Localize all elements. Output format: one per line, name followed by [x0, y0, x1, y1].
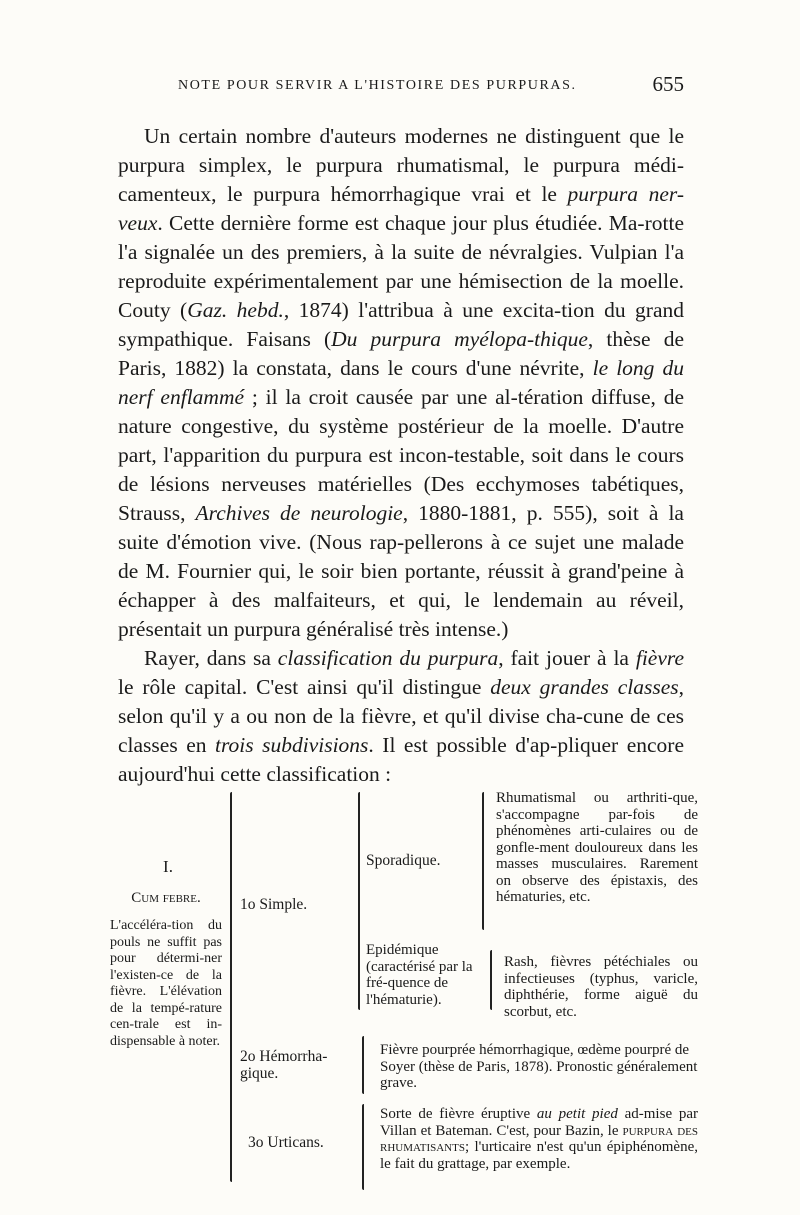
sporadic-brace — [482, 792, 484, 930]
class-note: L'accéléra-tion du pouls ne suffit pas pour détermi-ner l'existen-ce de la fièvre. L'élévation de la tempé-rature cen-trale est in-dispensable à noter. — [110, 918, 222, 1049]
p1-text-k: , 1880-1881, p. 555), soit à la suite d'émotion vive. (Nous rap-pellerons à ce sujet une malade de M. Fournier qui, le soir bien portante, réussit à grand'peine à échapper à des malfaiteurs, et qui, le lendemain au réveil, présentait un purpura généralisé très intense.) — [118, 501, 684, 641]
p2-text-g: , selon qu'il y a ou non de la fièvre, et qu'il divise cha-cune de ces classes en — [118, 675, 684, 757]
running-head — [118, 72, 684, 102]
body-text — [118, 122, 684, 789]
p2-italic-deux-classes: deux grandes classes — [490, 675, 679, 699]
sub1-brace — [358, 792, 360, 1010]
sub2-brace — [362, 1036, 364, 1094]
p2-text-a: Rayer, dans sa — [144, 646, 278, 670]
p2-italic-fievre: fièvre — [635, 646, 684, 670]
page-number: 655 — [652, 72, 684, 96]
sub3-description: Sorte de fièvre éruptive au petit pied ad-mise par Villan et Bateman. C'est, pour Bazin, le purpura des rhumatisants; l'urticaire n'est qu'un épiphénomène, le fait du grattage, par exemple. — [380, 1106, 698, 1172]
running-title: NOTE POUR SERVIR A L'HISTOIRE DES PURPURAS. — [178, 78, 577, 93]
sub3-label: 3o Urticans. — [248, 1134, 324, 1151]
paragraph-2 — [118, 644, 684, 789]
p1-italic-faisans-title: Du purpura myélopa-thique — [331, 327, 588, 351]
p1-italic-nerf: le long du nerf enflammé — [118, 356, 684, 409]
p1-italic-purpura-nerveux: purpura ner-veux — [118, 182, 684, 235]
p2-text-e: le rôle capital. C'est ainsi qu'il distingue — [118, 675, 491, 699]
sub2-description: Fièvre pourprée hémorrhagique, œdème pourpré de Soyer (thèse de Paris, 1878). Pronostic généralement grave. — [380, 1042, 698, 1091]
p2-text-c: , fait jouer à la — [498, 646, 636, 670]
p1-text-e: , 1874) l'attribua à une excita-tion du grand sympathique. Faisans ( — [118, 298, 684, 351]
p1-text-a: Un certain nombre d'auteurs modernes ne distinguent que le purpura simplex, le purpura rhumatismal, le purpura médi-camenteux, le purpura hémorrhagique vrai et le — [118, 124, 684, 206]
p1-italic-archives: Archives de neurologie — [195, 501, 403, 525]
sub3-brace — [362, 1104, 364, 1190]
class-brace — [230, 792, 232, 1182]
p2-text-i: . Il est possible d'ap-pliquer encore aujourd'hui cette classification : — [118, 733, 684, 786]
class-number: I. — [163, 857, 173, 876]
class-name: Cum febre. — [131, 890, 201, 906]
p2-italic-classification: classification du purpura — [277, 646, 499, 670]
sub1-sporadic: Sporadique. — [366, 852, 441, 869]
p1-italic-gaz-hebd: Gaz. hebd. — [187, 298, 284, 322]
p2-italic-trois-subdivisions: trois subdivisions — [214, 733, 369, 757]
p1-text-g: , thèse de Paris, 1882) la constata, dans le cours d'une névrite, — [118, 327, 684, 380]
sub2-label: 2o Hémorrha-gique. — [240, 1048, 328, 1082]
epidemic-description: Rash, fièvres pétéchiales ou infectieuses (typhus, varicle, diphthérie, forme aiguë du scorbut, etc. — [504, 954, 698, 1020]
paragraph-1 — [118, 122, 684, 644]
sub1-epidemic: Epidémique (caractérisé par la fré-quence de l'hématurie). — [366, 942, 473, 1008]
p1-text-i: ; il la croit causée par une al-tération diffuse, de nature congestive, du système postérieur de la moelle. D'autre part, l'apparition du purpura est incon-testable, soit dans le cours de lésions nerveuses matérielles (Des ecchymoses tabétiques, Strauss, — [118, 385, 684, 525]
classification-table — [100, 780, 700, 1200]
sub1-label: 1o Simple. — [240, 896, 308, 913]
epidemic-brace — [490, 950, 492, 1010]
sporadic-description: Rhumatismal ou arthriti-que, s'accompagne par-fois de phénomènes arti-culaires ou de gonfle-ment douloureux dans les masses musculaires. Rarement on observe des épistaxis, des hématuries, etc. — [496, 790, 698, 905]
p1-text-c: . Cette dernière forme est chaque jour plus étudiée. Ma-rotte l'a signalée un des premiers, à la suite de névralgies. Vulpian l'a reproduite expérimentalement par une hémisection de la moelle. Couty ( — [118, 211, 684, 322]
